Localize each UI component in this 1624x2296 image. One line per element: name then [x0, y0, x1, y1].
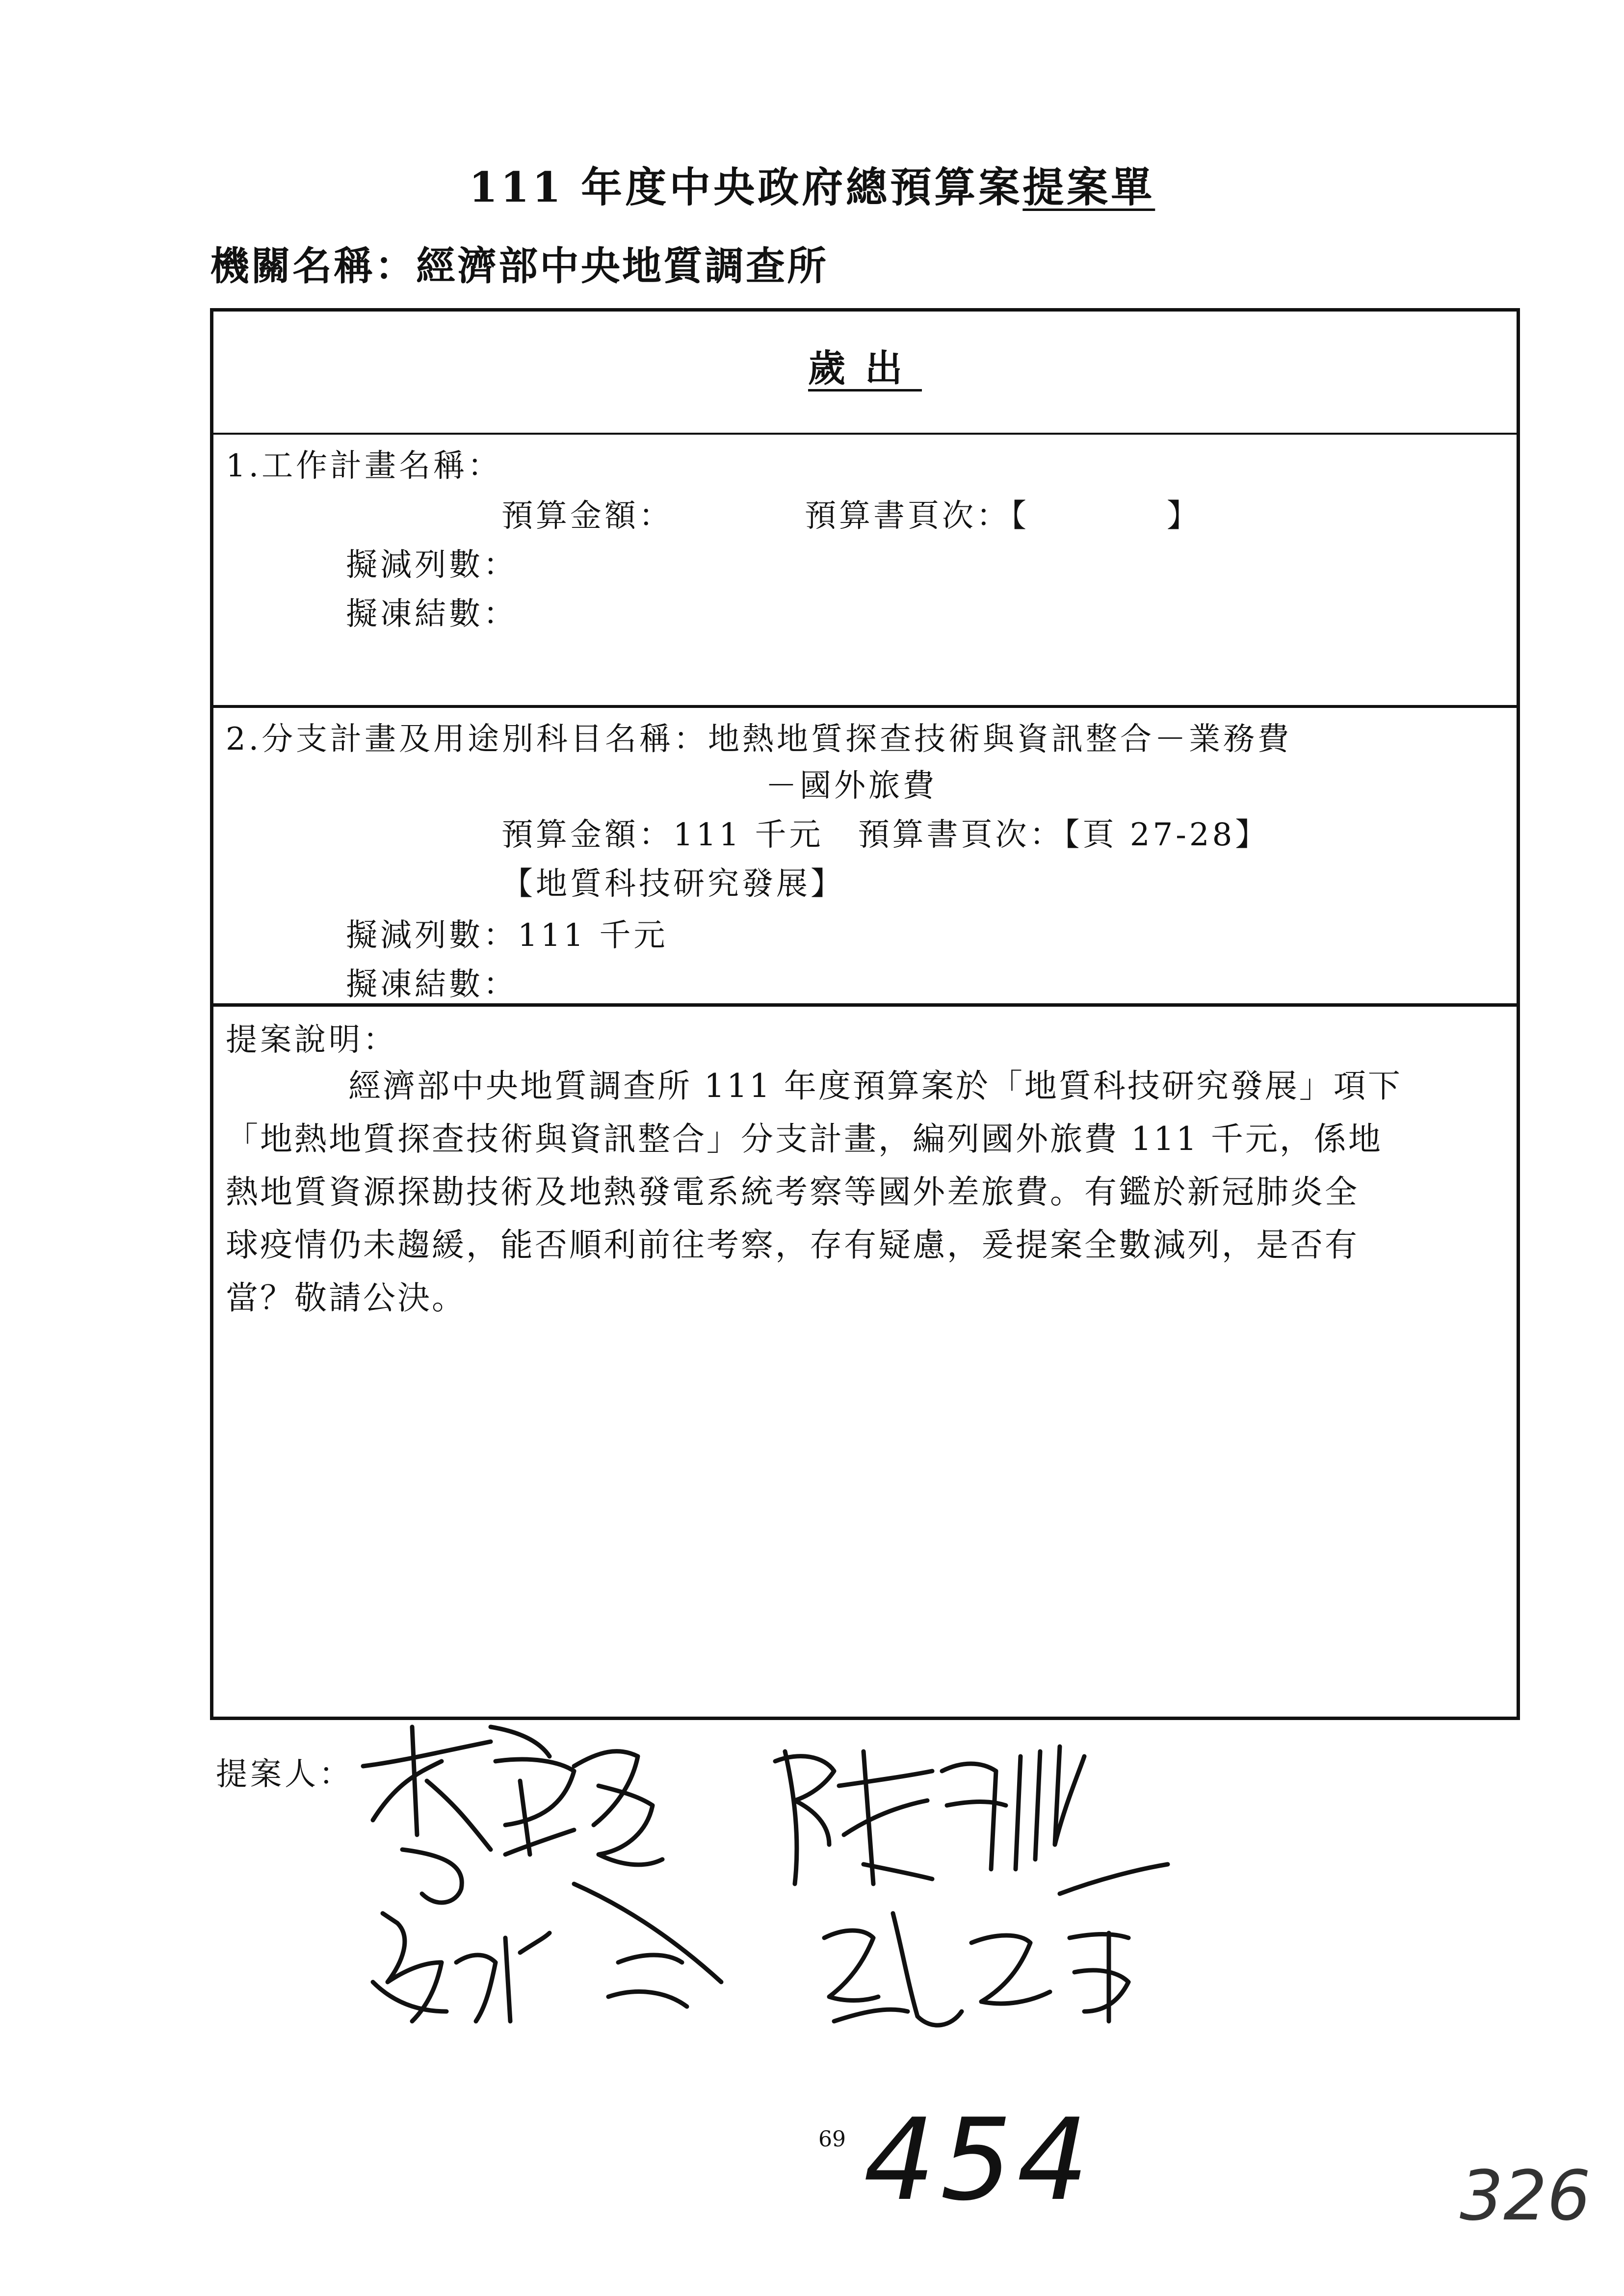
handwritten-signatures — [343, 1707, 1325, 2061]
explanation-label: 提案說明： — [226, 1022, 397, 1058]
explanation-line-2: 「地熱地質探查技術與資訊整合」分支計畫，編列國外旅費 111 千元，係地 — [226, 1120, 1383, 1158]
signature-3 — [373, 1884, 721, 2021]
item1-label: 1.工作計畫名稱： — [226, 448, 502, 484]
explanation-line-5: 當？敬請公決。 — [226, 1279, 466, 1317]
item1-budget-amount: 預算金額： — [501, 498, 673, 534]
stamp-number: 454 — [864, 2095, 1094, 2226]
item1-freeze: 擬凍結數： — [346, 596, 518, 632]
title-underlined: 提案單 — [1022, 163, 1155, 211]
divider-section-title — [210, 433, 1520, 435]
proposer-label: 提案人： — [216, 1756, 353, 1793]
item2-program: 【地質科技研究發展】 — [501, 866, 845, 902]
item2-freeze: 擬凍結數： — [346, 966, 518, 1003]
item2-label-cont: －國外旅費 — [765, 768, 937, 804]
item2-budget-line: 預算金額：111 千元 預算書頁次：【頁 27-28】 — [501, 817, 1270, 853]
divider-item1 — [210, 705, 1520, 708]
item1-reduce: 擬減列數： — [346, 547, 518, 583]
explanation-line-4: 球疫情仍未趨緩，能否順利前往考察，存有疑慮，爰提案全數減列，是否有 — [226, 1226, 1359, 1264]
agency-name: 機關名稱：經濟部中央地質調查所 — [210, 243, 828, 289]
handwritten-number: 326 — [1460, 2156, 1591, 2236]
item2-reduce: 擬減列數：111 千元 — [346, 917, 668, 954]
item1-budget-page: 預算書頁次：【 】 — [805, 498, 1201, 534]
signature-4 — [824, 1864, 1168, 2025]
title-prefix: 111 年度中央政府總預算案 — [469, 163, 1023, 211]
explanation-line-1: 經濟部中央地質調查所 111 年度預算案於「地質科技研究發展」項下 — [348, 1067, 1402, 1105]
page-number: 69 — [818, 2127, 846, 2152]
explanation-body — [226, 1060, 1501, 1325]
section-title: 歲出 — [808, 346, 922, 390]
document-title — [0, 155, 1624, 214]
signature-1 — [363, 1727, 662, 1903]
explanation-line-3: 熱地質資源探勘技術及地熱發電系統考察等國外差旅費。有鑑於新冠肺炎全 — [226, 1173, 1359, 1211]
signature-2 — [775, 1747, 1084, 1884]
item2-label: 2.分支計畫及用途別科目名稱：地熱地質探查技術與資訊整合－業務費 — [226, 721, 1292, 757]
